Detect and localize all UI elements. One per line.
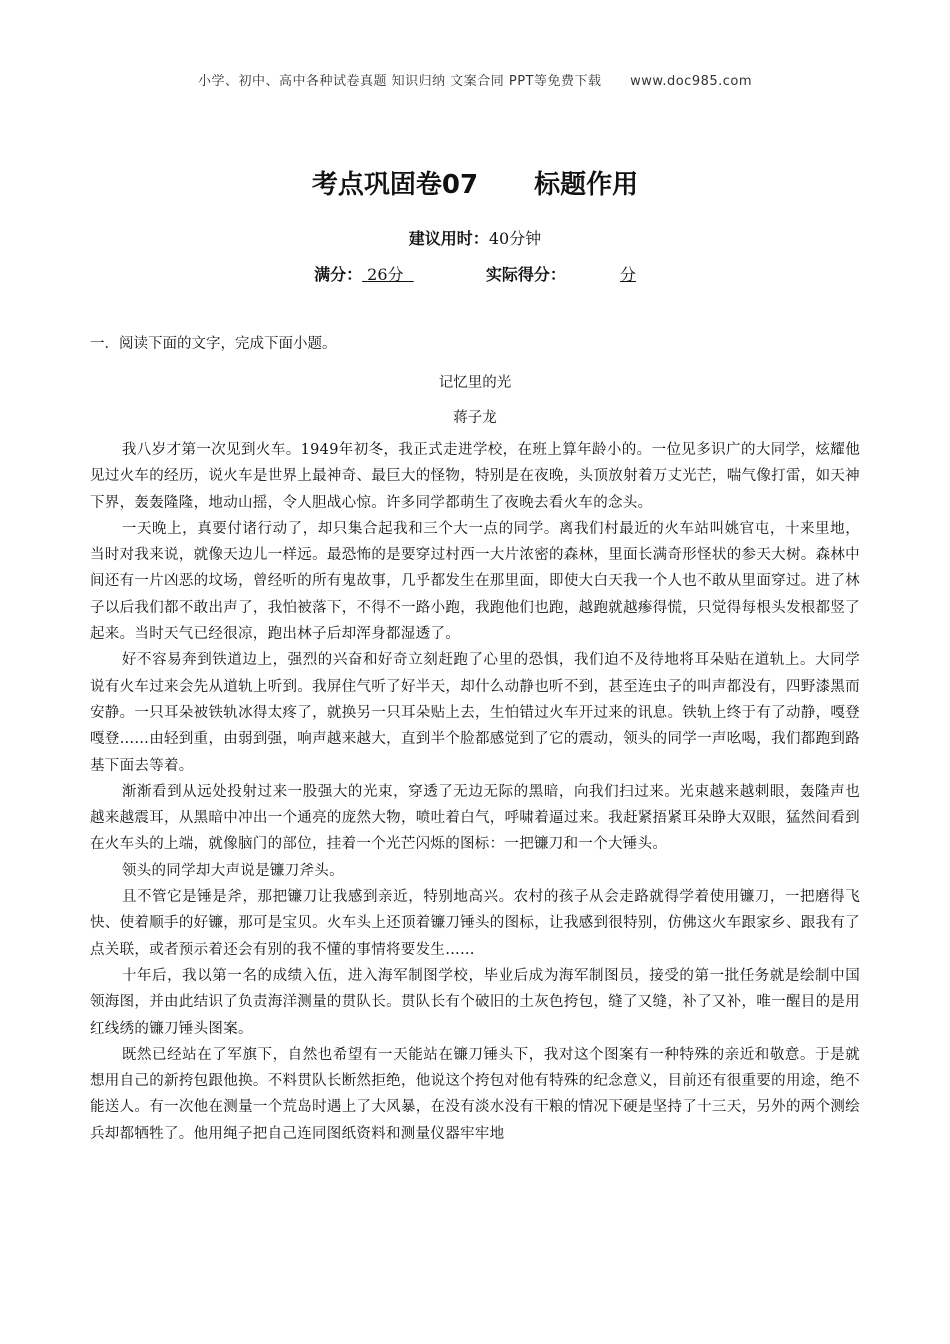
paragraph-1: 我八岁才第一次见到火车。1949年初冬，我正式走进学校，在班上算年龄小的。一位见多识广的大同学，炫耀他见过火车的经历，说火车是世界上最神奇、最巨大的怪物，特别是在夜晚，头顶放射着万丈光芒，喘气像打雷，如天神下界，轰轰隆隆，地动山摇，令人胆战心惊。许多同学都萌生了夜晚去看火车的念头。	[90, 442, 860, 511]
actual-score-label: 实际得分：	[485, 265, 566, 284]
score-value: 26分	[367, 265, 404, 284]
title-right: 标题作用	[534, 170, 639, 200]
paragraph-5: 领头的同学却大声说是镰刀斧头。	[121, 862, 344, 879]
score-label: 满分：	[314, 265, 363, 284]
paragraph-4: 渐渐看到从远处投射过来一股强大的光束，穿透了无边无际的黑暗，向我们扫过来。光束越来越刺眼，轰隆声也越来越震耳，从黑暗中冲出一个通亮的庞然大物，喷吐着白气，呼啸着逼过来。我赶紧捂紧耳朵睁大双眼，猛然间看到在火车头的上端，就像脑门的部位，挂着一个光芒闪烁的图标：一把镰刀和一个大锤头。	[90, 783, 860, 853]
paragraph-3: 好不容易奔到铁道边上，强烈的兴奋和好奇立刻赶跑了心里的恐惧，我们迫不及待地将耳朵贴在道轨上。大同学说有火车过来会先从道轨上听到。我屏住气听了好半天，却什么动静也听不到，甚至连虫子的叫声都没有，四野漆黑而安静。一只耳朵被铁轨冰得太疼了，就换另一只耳朵贴上去，生怕错过火车开过来的讯息。铁轨上终于有了动静，嘎登嘎登……由轻到重，由弱到强，响声越来越大，直到半个脸都感觉到了它的震动，领头的同学一声吆喝，我们都跑到路基下面去等着。	[90, 652, 860, 774]
article-body	[90, 437, 860, 1147]
header-text: 小学、初中、高中各种试卷真题 知识归纳 文案合同 PPT等免费下载	[197, 74, 602, 89]
article-title: 记忆里的光	[438, 375, 512, 391]
question-instruction: 一．阅读下面的文字，完成下面小题。	[90, 336, 337, 352]
paragraph-8: 既然已经站在了军旗下，自然也希望有一天能站在镰刀锤头下，我对这个图案有一种特殊的亲近和敬意。于是就想用自己的新挎包跟他换。不料贯队长断然拒绝，他说这个挎包对他有特殊的纪念意义，目前还有很重要的用途，绝不能送人。有一次他在测量一个荒岛时遇上了大风暴，在没有淡水没有干粮的情况下硬是坚持了十三天，另外的两个测绘兵却都牺牲了。他用绳子把自己连同图纸资料和测量仪器牢牢地	[90, 1046, 860, 1142]
paragraph-6: 且不管它是锤是斧，那把镰刀让我感到亲近，特别地高兴。农村的孩子从会走路就得学着使用镰刀，一把磨得飞快、使着顺手的好镰，那可是宝贝。火车头上还顶着镰刀锤头的图标，让我感到很特别，仿佛这火车跟家乡、跟我有了点关联，或者预示着还会有别的我不懂的事情将要发生……	[90, 889, 860, 958]
time-label: 建议用时：	[408, 229, 489, 248]
time-value: 40分钟	[488, 229, 542, 248]
suggested-time	[0, 226, 950, 249]
title-left: 考点巩固卷07	[311, 170, 479, 200]
score-line	[0, 262, 950, 285]
page-title	[0, 164, 950, 201]
paragraph-2: 一天晚上，真要付诸行动了，却只集合起我和三个大一点的同学。离我们村最近的火车站叫姚官屯，十来里地，当时对我来说，就像天边儿一样远。最恐怖的是要穿过村西一大片浓密的森林，里面长满奇形怪状的参天大树。森林中间还有一片凶恶的坟场，曾经听的所有鬼故事，几乎都发生在那里面，即使大白天我一个人也不敢从里面穿过。进了林子以后我们都不敢出声了，我怕被落下，不得不一路小跑，我跑他们也跑，越跑就越瘆得慌，只觉得每根头发根都竖了起来。当时天气已经很凉，跑出林子后却浑身都湿透了。	[90, 520, 860, 643]
header-site: www.doc985.com	[630, 74, 753, 89]
article-author: 蒋子龙	[453, 410, 497, 426]
actual-score-blank: 分	[619, 265, 636, 284]
paragraph-7: 十年后，我以第一名的成绩入伍，进入海军制图学校，毕业后成为海军制图员，接受的第一批任务就是绘制中国领海图，并由此结识了负责海洋测量的贯队长。贯队长有个破旧的土灰色挎包，缝了又缝，补了又补，唯一醒目的是用红线绣的镰刀锤头图案。	[90, 967, 860, 1037]
page-header	[0, 70, 950, 89]
